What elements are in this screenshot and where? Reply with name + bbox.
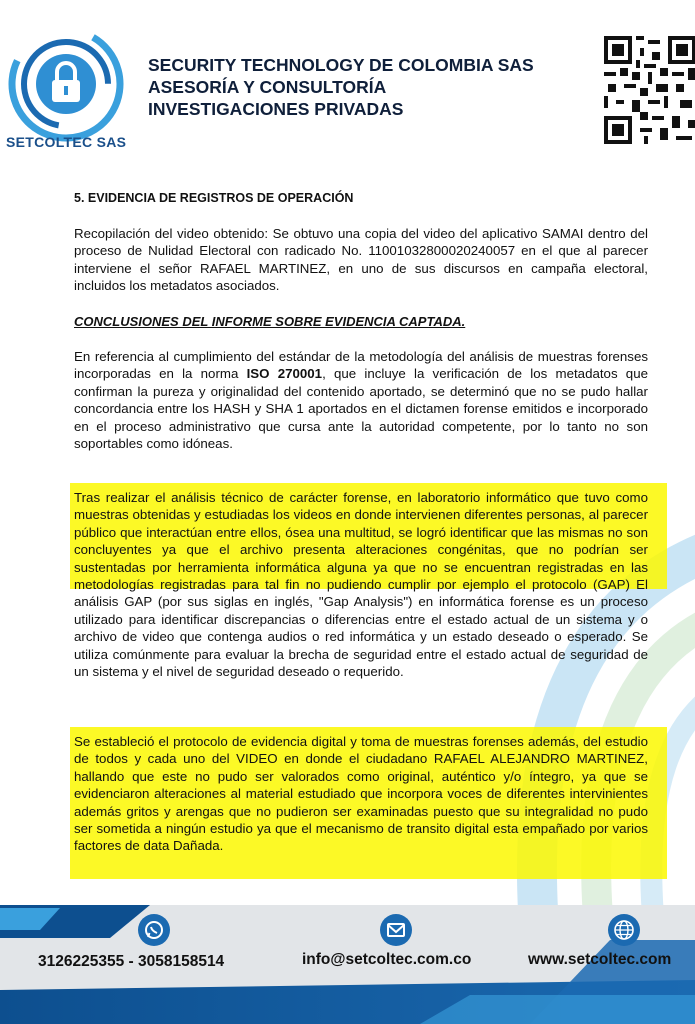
company-line-2: ASESORÍA Y CONSULTORÍA — [148, 77, 387, 97]
whatsapp-icon[interactable] — [138, 914, 170, 946]
paragraph-evidence: Recopilación del video obtenido: Se obtuvo una copia del video del aplicativo SAMAI dentro del proceso de Nulidad Electoral con radicado No. 11001032800020240057 en el que al parecer interviene el señor RAFAEL MARTINEZ, en uno de sus discursos en campaña electoral, incluidos los metadatos asociados. — [74, 226, 648, 294]
email-icon[interactable] — [380, 914, 412, 946]
qr-code[interactable] — [604, 36, 695, 144]
paragraph-digital-protocol: Se estableció el protocolo de evidencia digital y toma de muestras forenses además, del estudio de todos y cada uno del VIDEO en donde el ciudadano RAFAEL ALEJANDRO MARTINEZ, hallando que este no pudo ser valorados como original, auténtico y/o íntegro, ya que se evidenciaron alteraciones al material estudiado que incorpora voces de diferentes intervinientes además gritos y arengas que no pudieron ser examinadas puesto que su integralidad no pudo ser sometida a ningún estudio ya que el mecanismo de transito digital esta empañado por varios factores de data Dañada. — [74, 734, 648, 854]
footer-email[interactable]: info@setcoltec.com.co — [302, 951, 472, 968]
company-line-3: INVESTIGACIONES PRIVADAS — [148, 99, 404, 119]
iso-standard-name: ISO 270001 — [246, 366, 323, 382]
company-line-1: SECURITY TECHNOLOGY DE COLOMBIA SAS — [148, 55, 534, 75]
footer-website[interactable]: www.setcoltec.com — [528, 951, 672, 968]
p2-text-start: En referencia al cumplimiento del estándar de la metodología del análisis de muestras forenses incorporadas en la norma — [74, 349, 648, 382]
globe-icon[interactable] — [608, 914, 640, 946]
section-title: 5. EVIDENCIA DE REGISTROS DE OPERACIÓN — [74, 191, 354, 205]
conclusions-heading: CONCLUSIONES DEL INFORME SOBRE EVIDENCIA CAPTADA. — [74, 314, 466, 329]
paragraph-forensic-analysis: Tras realizar el análisis técnico de carácter forense, en laboratorio informático que tuvo como muestras obtenidas y estudiadas los videos en donde intervienen diferentes personas, al parecer público que interactúan entre ellos, ósea una multitud, se logró identificar que las mismas no son concluyentes ya que el archivo presenta alteraciones congénitas, que no podrían ser sustentadas por herramienta informática alguna ya que no se encuentran registradas en las metodologías registradas para tal fin no pudiendo cumplir por ejemplo el protocolo (GAP) El análisis GAP (por sus siglas en inglés, "Gap Analysis") en informática forense es un proceso utilizado para identificar discrepancias o diferencias entre el estado actual de un sistema y o archivo de video que contenga audios o red informática y un estado deseado o esperado. Se utiliza comúnmente para evaluar la brecha de seguridad entre el estado actual de seguridad de un sistema y el nivel de seguridad deseado o requerido. — [74, 490, 648, 680]
company-name — [148, 54, 534, 120]
paragraph-iso-standard — [74, 348, 648, 452]
footer-phone[interactable]: 3126225355 - 3058158514 — [38, 953, 225, 970]
p2-text-end: , que incluye la verificación de los metadatos que confirman la pureza y originalidad del contenido aportado, se determinó que no se pudo hallar concordancia entre los HASH y SHA 1 aportados en el dictamen forense emitidos e incorporado en el proceso administrativo que cursa ante la autoridad competente, por lo tanto no son soportables como idóneas. — [74, 366, 648, 452]
logo-text: SETCOLTEC SAS — [6, 134, 127, 150]
